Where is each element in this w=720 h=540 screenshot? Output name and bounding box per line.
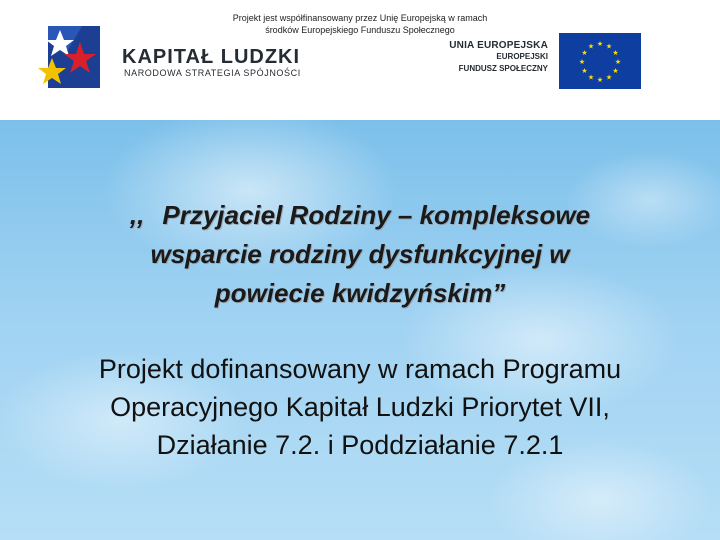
svg-text:★: ★: [581, 67, 588, 75]
eu-line2: EUROPEJSKI: [496, 52, 548, 61]
svg-text:★: ★: [612, 49, 619, 57]
cofinancing-note-line1: Projekt jest współfinansowany przez Unię Europejską w ramach: [232, 13, 488, 23]
header-bar: [0, 0, 720, 120]
kapital-ludzki-logo-icon: [38, 20, 102, 92]
svg-text:★: ★: [596, 76, 604, 84]
kapital-ludzki-title: KAPITAŁ LUDZKI: [122, 46, 301, 68]
svg-text:★: ★: [587, 42, 595, 51]
svg-text:★: ★: [578, 58, 586, 66]
eu-fund-label: [440, 40, 548, 75]
opening-quote: ,,: [129, 200, 145, 230]
slide-title-line1: [40, 196, 680, 235]
slide-body-line2: Operacyjnego Kapitał Ludzki Priorytet VII,: [110, 392, 610, 422]
svg-text:★: ★: [614, 58, 622, 66]
cofinancing-note-line2: środków Europejskiego Funduszu Społecznego: [265, 25, 455, 35]
svg-text:★: ★: [605, 42, 613, 51]
cofinancing-note: [170, 12, 550, 36]
eu-flag-icon: [559, 33, 641, 89]
eu-line1: UNIA EUROPEJSKA: [449, 40, 548, 51]
svg-text:★: ★: [605, 73, 613, 82]
slide-body-line3: Działanie 7.2. i Poddziałanie 7.2.1: [156, 430, 564, 460]
slide-title-line2: wsparcie rodziny dysfunkcyjnej w: [150, 239, 570, 269]
svg-text:★: ★: [612, 67, 619, 75]
svg-text:★: ★: [596, 40, 604, 48]
slide-body: [30, 350, 690, 464]
slide-title-line3: powiecie kwidzyńskim”: [214, 278, 506, 308]
svg-text:★: ★: [587, 73, 595, 82]
slide-title-line1-text: Przyjaciel Rodziny – kompleksowe: [162, 200, 591, 230]
slide-body-line1: Projekt dofinansowany w ramach Programu: [98, 354, 622, 384]
slide-content: [0, 120, 720, 540]
slide-title: [40, 196, 680, 313]
svg-text:★: ★: [581, 49, 588, 57]
eu-line3: FUNDUSZ SPOŁECZNY: [458, 64, 548, 73]
kapital-ludzki-subtitle: NARODOWA STRATEGIA SPÓJNOŚCI: [124, 68, 301, 78]
